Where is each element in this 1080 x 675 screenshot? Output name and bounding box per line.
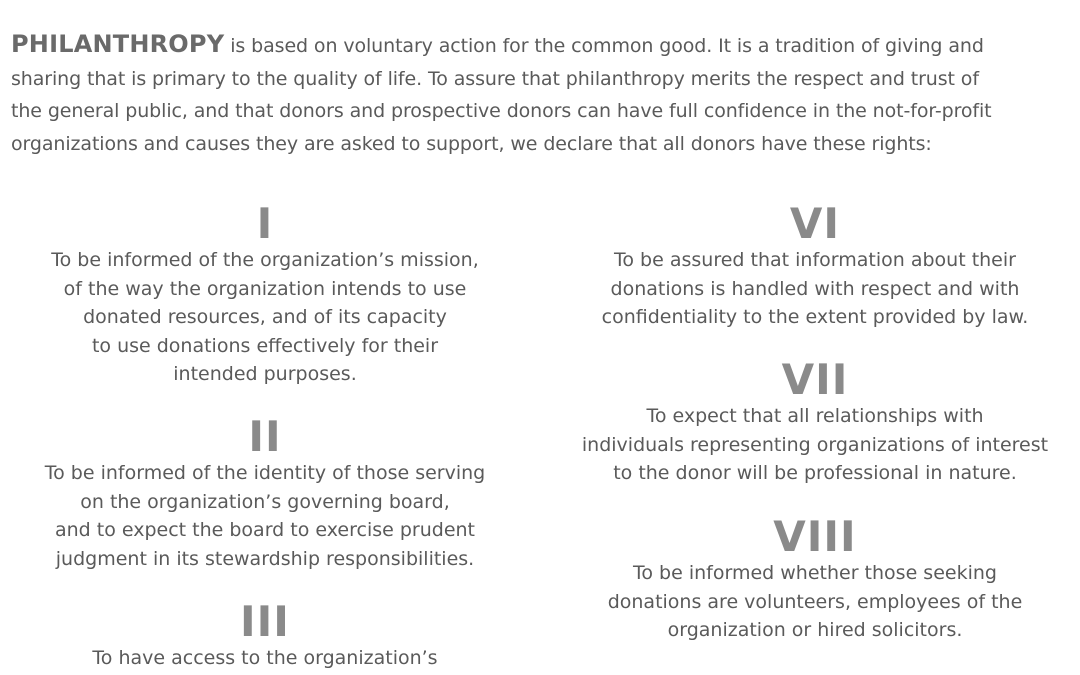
- right-ii: [0, 412, 535, 573]
- intro-line-3: the general public, and that donors and prospective donors can have full confidence in the not-for-profit: [11, 100, 992, 122]
- right-vii-line: To expect that all relationships with: [646, 405, 984, 427]
- right-i: [0, 199, 535, 389]
- right-vii-line: to the donor will be professional in nature.: [613, 462, 1017, 484]
- right-iii: [0, 597, 535, 673]
- right-viii-numeral: VIII: [773, 512, 857, 561]
- intro-line-1: [11, 28, 1061, 63]
- right-i-line: To be informed of the organization’s mission,: [51, 249, 479, 271]
- right-i-line: of the way the organization intends to use: [63, 277, 467, 300]
- right-iii-numeral: III: [240, 597, 290, 646]
- right-i-line: to use donations effectively for their: [91, 334, 439, 357]
- right-iii-text: [0, 644, 535, 673]
- right-viii-line: donations are volunteers, employees of the: [607, 590, 1023, 613]
- right-viii: [545, 512, 1080, 645]
- intro-paragraph: [11, 28, 1061, 160]
- right-ii-text: [0, 459, 535, 573]
- right-vii: [545, 355, 1080, 488]
- right-i-line: intended purposes.: [173, 363, 357, 385]
- right-ii-line: judgment in its stewardship responsibilities.: [55, 547, 475, 570]
- right-vi-line: To be assured that information about their: [614, 249, 1016, 271]
- intro-line-2: sharing that is primary to the quality of life. To assure that philanthropy merits the respect and trust of: [11, 67, 979, 90]
- right-viii-line: organization or hired solicitors.: [667, 619, 963, 641]
- right-i-line: donated resources, and of its capacity: [83, 306, 447, 328]
- intro-line-1-text: is based on voluntary action for the common good. It is a tradition of giving and: [224, 35, 984, 57]
- right-vi-line: confidentiality to the extent provided by law.: [601, 306, 1029, 328]
- right-vi: [545, 199, 1080, 332]
- right-vii-text: [545, 402, 1080, 488]
- right-viii-line: To be informed whether those seeking: [633, 562, 997, 584]
- intro-lead-word: PHILANTHROPY: [11, 30, 225, 58]
- right-i-text: [0, 246, 535, 389]
- right-vi-numeral: VI: [789, 199, 841, 248]
- right-iii-line: To have access to the organization’s: [92, 647, 438, 669]
- right-viii-text: [545, 559, 1080, 645]
- right-ii-line: To be informed of the identity of those serving: [44, 462, 486, 484]
- right-i-numeral: I: [256, 199, 274, 248]
- right-ii-line: and to expect the board to exercise prudent: [54, 519, 476, 541]
- intro-line-4: organizations and causes they are asked to support, we declare that all donors have these rights:: [11, 132, 932, 155]
- right-vi-line: donations is handled with respect and with: [610, 277, 1020, 300]
- right-vii-line: individuals representing organizations of interest: [581, 433, 1049, 456]
- right-ii-line: on the organization’s governing board,: [80, 490, 450, 513]
- right-vii-numeral: VII: [781, 355, 849, 404]
- right-ii-numeral: II: [248, 412, 282, 461]
- right-vi-text: [545, 246, 1080, 332]
